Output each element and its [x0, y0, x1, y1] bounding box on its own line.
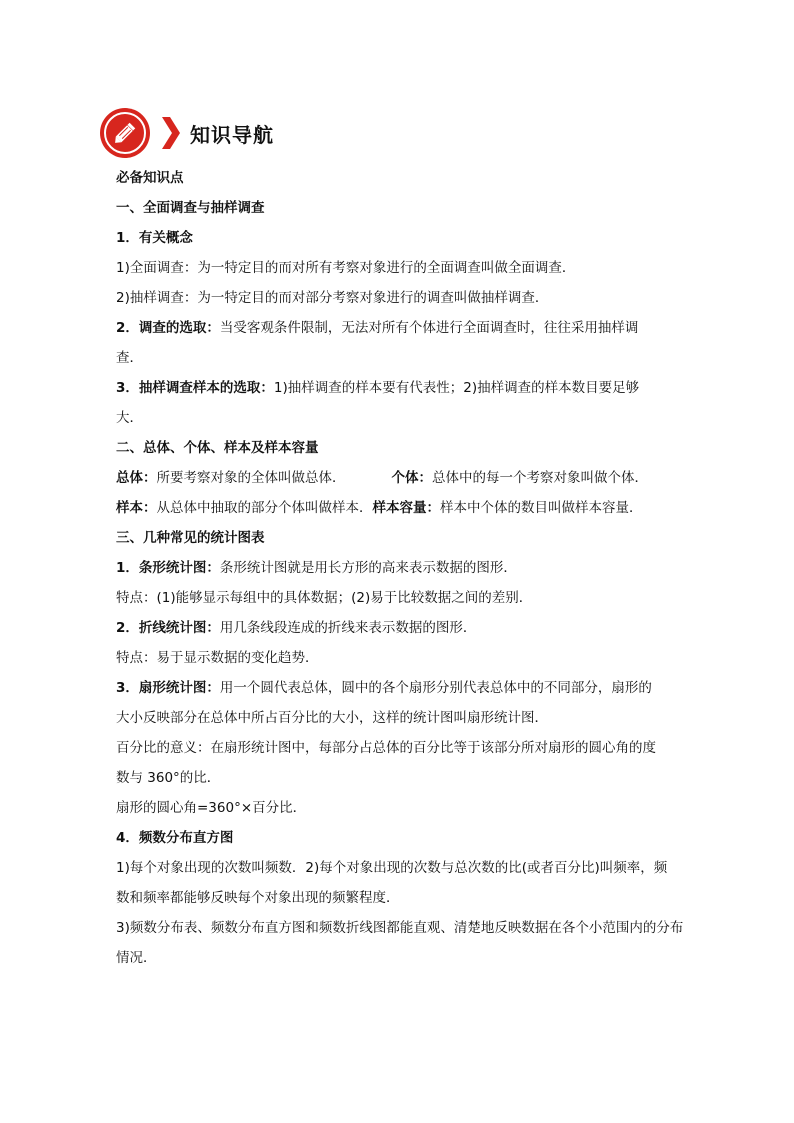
distribution-statement-cont: 情况． [116, 950, 157, 966]
individual-text: 总体中的每一个考察对象叫做个体． [432, 470, 648, 486]
section-header [100, 108, 274, 158]
frequency-definition-cont: 数和频率都能够反映每个对象出现的频繁程度． [116, 890, 400, 906]
percentage-meaning-cont: 数与 360°的比． [116, 770, 221, 786]
bar-chart-label: 1．条形统计图： [116, 560, 220, 576]
survey-choice-text-cont: 查． [116, 350, 143, 366]
survey-choice-text: 当受客观条件限制，无法对所有个体进行全面调查时，往往采用抽样调 [219, 320, 639, 336]
central-angle-formula: 扇形的圆心角=360°×百分比． [116, 800, 307, 816]
line-chart-label: 2．折线统计图： [116, 620, 220, 636]
chevron-right-icon [160, 115, 182, 151]
percentage-meaning: 百分比的意义：在扇形统计图中，每部分占总体的百分比等于该部分所对扇形的圆心角的度 [116, 740, 656, 756]
section-3-title: 三、几种常见的统计图表 [116, 530, 265, 546]
bar-chart-line [116, 553, 676, 583]
capacity-label: 样本容量： [372, 500, 440, 516]
survey-choice-label: 2．调查的选取： [116, 320, 220, 336]
full-survey-definition: 1)全面调查：为一特定目的而对所有考察对象进行的全面调查叫做全面调查． [116, 260, 576, 276]
capacity-text: 样本中个体的数目叫做样本容量． [440, 500, 643, 516]
line-chart-line [116, 613, 676, 643]
sample-capacity-line [116, 493, 676, 523]
sample-selection-label: 3．抽样调查样本的选取： [116, 380, 274, 396]
individual-label: 个体： [391, 470, 432, 486]
total-individual-line [116, 463, 676, 493]
content-heading: 必备知识点 [116, 170, 184, 186]
section-1-title: 一、全面调查与抽样调查 [116, 200, 265, 216]
line-chart-feature: 特点：易于显示数据的变化趋势． [116, 650, 319, 666]
pie-chart-text-cont: 大小反映部分在总体中所占百分比的大小，这样的统计图叫扇形统计图． [116, 710, 548, 726]
survey-choice-line [116, 313, 676, 343]
pencil-glyph [100, 108, 150, 158]
pie-chart-label: 3．扇形统计图： [116, 680, 220, 696]
line-chart-text: 用几条线段连成的折线来表示数据的图形． [219, 620, 477, 636]
histogram-title: 4．频数分布直方图 [116, 830, 234, 846]
pie-chart-line [116, 673, 676, 703]
sample-selection-line [116, 373, 676, 403]
sample-survey-definition: 2)抽样调查：为一特定目的而对部分考察对象进行的调查叫做抽样调查． [116, 290, 549, 306]
content-body [116, 163, 684, 973]
distribution-statement: 3)频数分布表、频数分布直方图和频数折线图都能直观、清楚地反映数据在各个小范围内的分布 [116, 920, 684, 936]
section-2-title: 二、总体、个体、样本及样本容量 [116, 440, 319, 456]
sample-label: 样本： [116, 500, 157, 516]
frequency-definition: 1)每个对象出现的次数叫频数．2)每个对象出现的次数与总次数的比(或者百分比)叫频率，频 [116, 860, 668, 876]
total-text: 所要考察对象的全体叫做总体． [156, 470, 346, 486]
header-title: 知识导航 [190, 122, 274, 147]
sample-text: 从总体中抽取的部分个体叫做样本． [156, 500, 373, 516]
total-label: 总体： [116, 470, 157, 486]
pie-chart-text: 用一个圆代表总体，圆中的各个扇形分别代表总体中的不同部分，扇形的 [219, 680, 652, 696]
bar-chart-feature: 特点：(1)能够显示每组中的具体数据；(2)易于比较数据之间的差别． [116, 590, 533, 606]
sample-selection-text: 1)抽样调查的样本要有代表性；2)抽样调查的样本数目要足够 [273, 380, 640, 396]
bar-chart-text: 条形统计图就是用长方形的高来表示数据的图形． [219, 560, 517, 576]
item-concepts-title: 1．有关概念 [116, 230, 193, 246]
pencil-icon [100, 108, 150, 158]
sample-selection-text-cont: 大． [116, 410, 143, 426]
